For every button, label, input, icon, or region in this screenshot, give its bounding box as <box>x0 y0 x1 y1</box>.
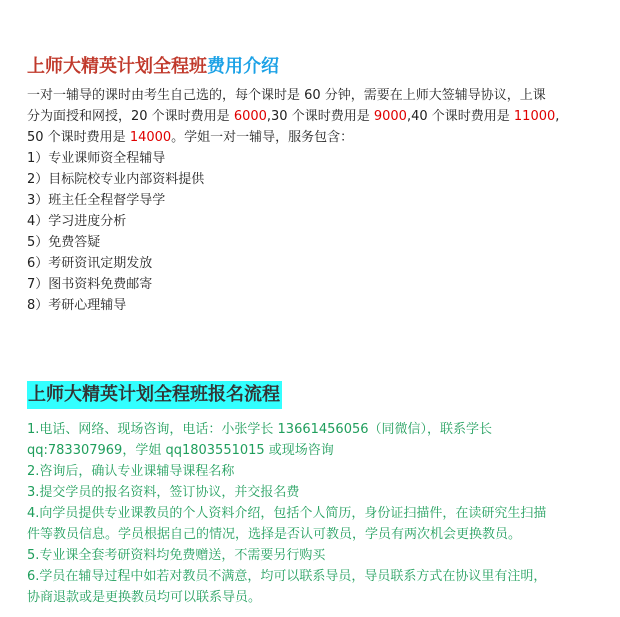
service-item: 3）班主任全程督学导学 <box>27 193 166 208</box>
services-list <box>27 148 204 316</box>
fee-title-label: 费用介绍 <box>207 56 279 77</box>
step-line: 3.提交学员的报名资料，签订协议，并交报名费 <box>27 485 300 500</box>
intro-text: ,30 个课时费用是 <box>266 109 374 124</box>
registration-steps <box>27 419 602 608</box>
intro-text: 50 个课时费用是 <box>27 130 130 145</box>
price-30-hours: 9000 <box>373 109 407 124</box>
service-item: 4）学习进度分析 <box>27 214 127 229</box>
service-item: 1）专业课师资全程辅导 <box>27 151 166 166</box>
intro-text: 。学姐一对一辅导，服务包含： <box>171 130 354 145</box>
intro-text: 分为面授和网授，20 个课时费用是 <box>27 109 234 124</box>
price-50-hours: 14000 <box>129 130 172 145</box>
step-line: qq:783307969，学姐 qq1803551015 或现场咨询 <box>27 443 334 458</box>
service-item: 8）考研心理辅导 <box>27 298 127 313</box>
step-line: 1.电话、网络、现场咨询，电话：小张学长 13661456056（同微信），联系学长 <box>27 422 493 437</box>
intro-text: ,40 个课时费用是 <box>406 109 514 124</box>
step-line: 件等教员信息。学员根据自己的情况，选择是否认可教员，学员有两次机会更换教员。 <box>27 527 522 542</box>
intro-text: , <box>555 109 560 124</box>
fee-title-program: 上师大精英计划全程班 <box>27 56 207 77</box>
service-item: 2）目标院校专业内部资料提供 <box>27 172 205 187</box>
intro-line-1: 一对一辅导的课时由考生自己选的，每个课时是 60 分钟，需要在上师大签辅导协议，上课 <box>27 88 546 103</box>
step-line: 4.向学员提供专业课教员的个人资料介绍，包括个人简历，身份证扫描件，在读研究生扫描 <box>27 506 547 521</box>
step-line: 2.咨询后，确认专业课辅导课程名称 <box>27 464 235 479</box>
service-item: 6）考研资讯定期发放 <box>27 256 153 271</box>
fee-section-title <box>27 52 279 78</box>
intro-line-2 <box>27 106 607 127</box>
step-line: 5.专业课全套考研资料均免费赠送，不需要另行购买 <box>27 548 326 563</box>
registration-section-title: 上师大精英计划全程班报名流程 <box>27 381 282 409</box>
intro-line-3 <box>27 127 607 148</box>
step-line: 协商退款或是更换教员均可以联系导员。 <box>27 590 262 605</box>
price-40-hours: 11000 <box>513 109 556 124</box>
step-line: 6.学员在辅导过程中如若对教员不满意，均可以联系导员，导员联系方式在协议里有注明， <box>27 569 547 584</box>
service-item: 5）免费答疑 <box>27 235 101 250</box>
service-item: 7）图书资料免费邮寄 <box>27 277 153 292</box>
price-20-hours: 6000 <box>233 109 267 124</box>
fee-intro <box>27 85 607 148</box>
